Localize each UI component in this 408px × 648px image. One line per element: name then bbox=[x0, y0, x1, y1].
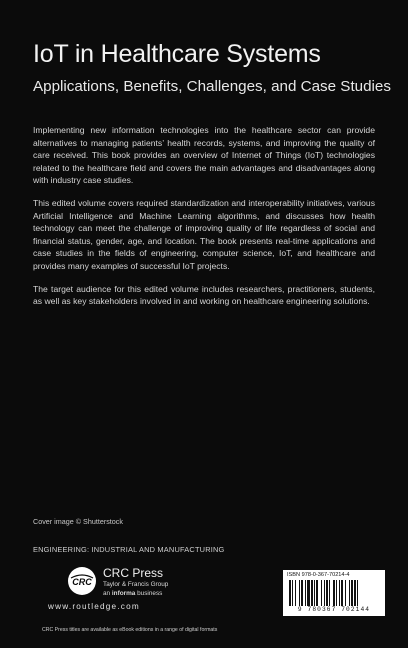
business-prefix: an bbox=[103, 590, 111, 597]
business-brand: informa bbox=[111, 590, 136, 597]
ebook-note: CRC Press titles are available as eBook editions in a range of digital formats bbox=[42, 627, 218, 633]
barcode-bar bbox=[316, 580, 318, 606]
barcode-bar bbox=[292, 580, 293, 606]
barcode-bar bbox=[341, 580, 343, 606]
barcode-bar bbox=[289, 580, 291, 606]
description bbox=[33, 124, 375, 318]
barcode-bar bbox=[326, 580, 328, 606]
cover-credit: Cover image © Shutterstock bbox=[33, 517, 123, 526]
barcode-bar bbox=[357, 580, 358, 606]
barcode-bar bbox=[333, 580, 335, 606]
book-subtitle: Applications, Benefits, Challenges, and Case Studies bbox=[33, 78, 391, 95]
subject-category: ENGINEERING: INDUSTRIAL AND MANUFACTURING bbox=[33, 545, 225, 554]
barcode-bar bbox=[345, 580, 346, 606]
isbn-label: ISBN 978-0-367-70214-4 bbox=[287, 572, 350, 578]
description-paragraph-1: Implementing new information technologies into the healthcare sector can provide alternatives to managing patients’ health records, systems, and improving the quality of care received. This book provides an overview of Internet of Things (IoT) technologies related to the healthcare field and covers the main advantages and disadvantages along with industry case studies. bbox=[33, 125, 375, 186]
barcode-bar bbox=[301, 580, 303, 606]
publisher-business bbox=[103, 590, 162, 597]
barcode-bar bbox=[321, 580, 322, 606]
barcode-bar bbox=[311, 580, 313, 606]
barcode-bar bbox=[295, 580, 296, 606]
crc-press-logo-icon bbox=[67, 566, 97, 596]
barcode-bar bbox=[349, 580, 350, 606]
barcode-bar bbox=[314, 580, 315, 606]
barcode-bar bbox=[336, 580, 337, 606]
barcode-bar bbox=[299, 580, 300, 606]
barcode-bar bbox=[354, 580, 356, 606]
barcode-bar bbox=[351, 580, 353, 606]
business-suffix: business bbox=[137, 590, 163, 597]
barcode-digits: 9 780367 702144 bbox=[297, 606, 371, 613]
description-paragraph-3: The target audience for this edited volume includes researchers, practitioners, students, as well as key stakeholders involved in and working on healthcare engineering solutions. bbox=[33, 283, 375, 307]
book-title: IoT in Healthcare Systems bbox=[33, 40, 321, 68]
publisher-website[interactable]: www.routledge.com bbox=[48, 602, 140, 611]
crc-logo-text: CRC bbox=[72, 577, 92, 587]
barcode-bar bbox=[305, 580, 306, 606]
barcode-bar bbox=[339, 580, 340, 606]
barcode-icon bbox=[287, 580, 381, 606]
publisher-group: Taylor & Francis Group bbox=[103, 581, 169, 588]
description-paragraph-2: This edited volume covers required standardization and interoperability initiatives, various Artificial Intelligence and Machine Learning algorithms, and discusses how health technology can meet the challenge of improving quality of life regardless of social and financial status, gender, age, and location. The book presents real-time applications and case studies in the fields of engineering, computer science, IoT, and healthcare and provides many examples of successful IoT projects. bbox=[33, 197, 375, 271]
barcode-bar bbox=[307, 580, 310, 606]
barcode-bar bbox=[329, 580, 330, 606]
publisher-name: CRC Press bbox=[103, 566, 164, 580]
barcode-bar bbox=[324, 580, 325, 606]
barcode-block bbox=[283, 570, 385, 616]
